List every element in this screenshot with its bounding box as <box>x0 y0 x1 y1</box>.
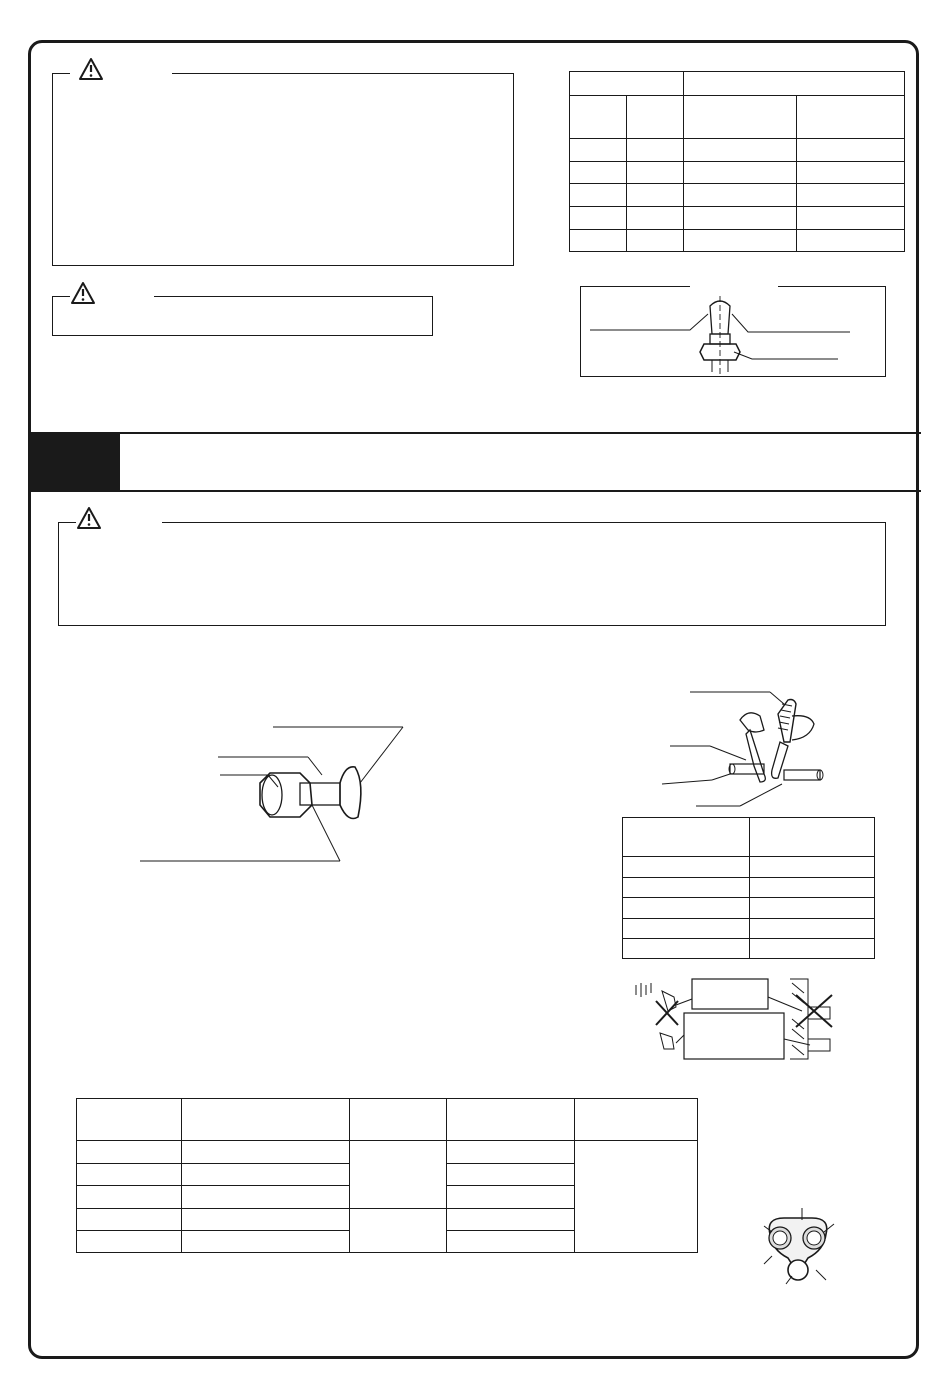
flare-pipe-diagram <box>140 725 410 865</box>
cable-cross-section-diagram <box>756 1204 840 1288</box>
section-number-block <box>28 432 120 492</box>
warning-box-2 <box>52 296 433 336</box>
pipe-table <box>76 1098 698 1253</box>
wrench-tightening-diagram <box>660 690 830 808</box>
warning-triangle-icon <box>76 506 102 530</box>
caution-box-1 <box>52 73 514 266</box>
warning-triangle-icon <box>70 281 96 305</box>
section-header-band <box>28 432 921 492</box>
caution-box-3 <box>58 522 886 626</box>
warning-triangle-icon <box>78 57 104 81</box>
torque-table <box>622 817 875 959</box>
pipe-end-cap-diagram <box>632 975 844 1063</box>
flare-nut-diagram <box>580 286 886 377</box>
flare-table <box>569 71 905 252</box>
